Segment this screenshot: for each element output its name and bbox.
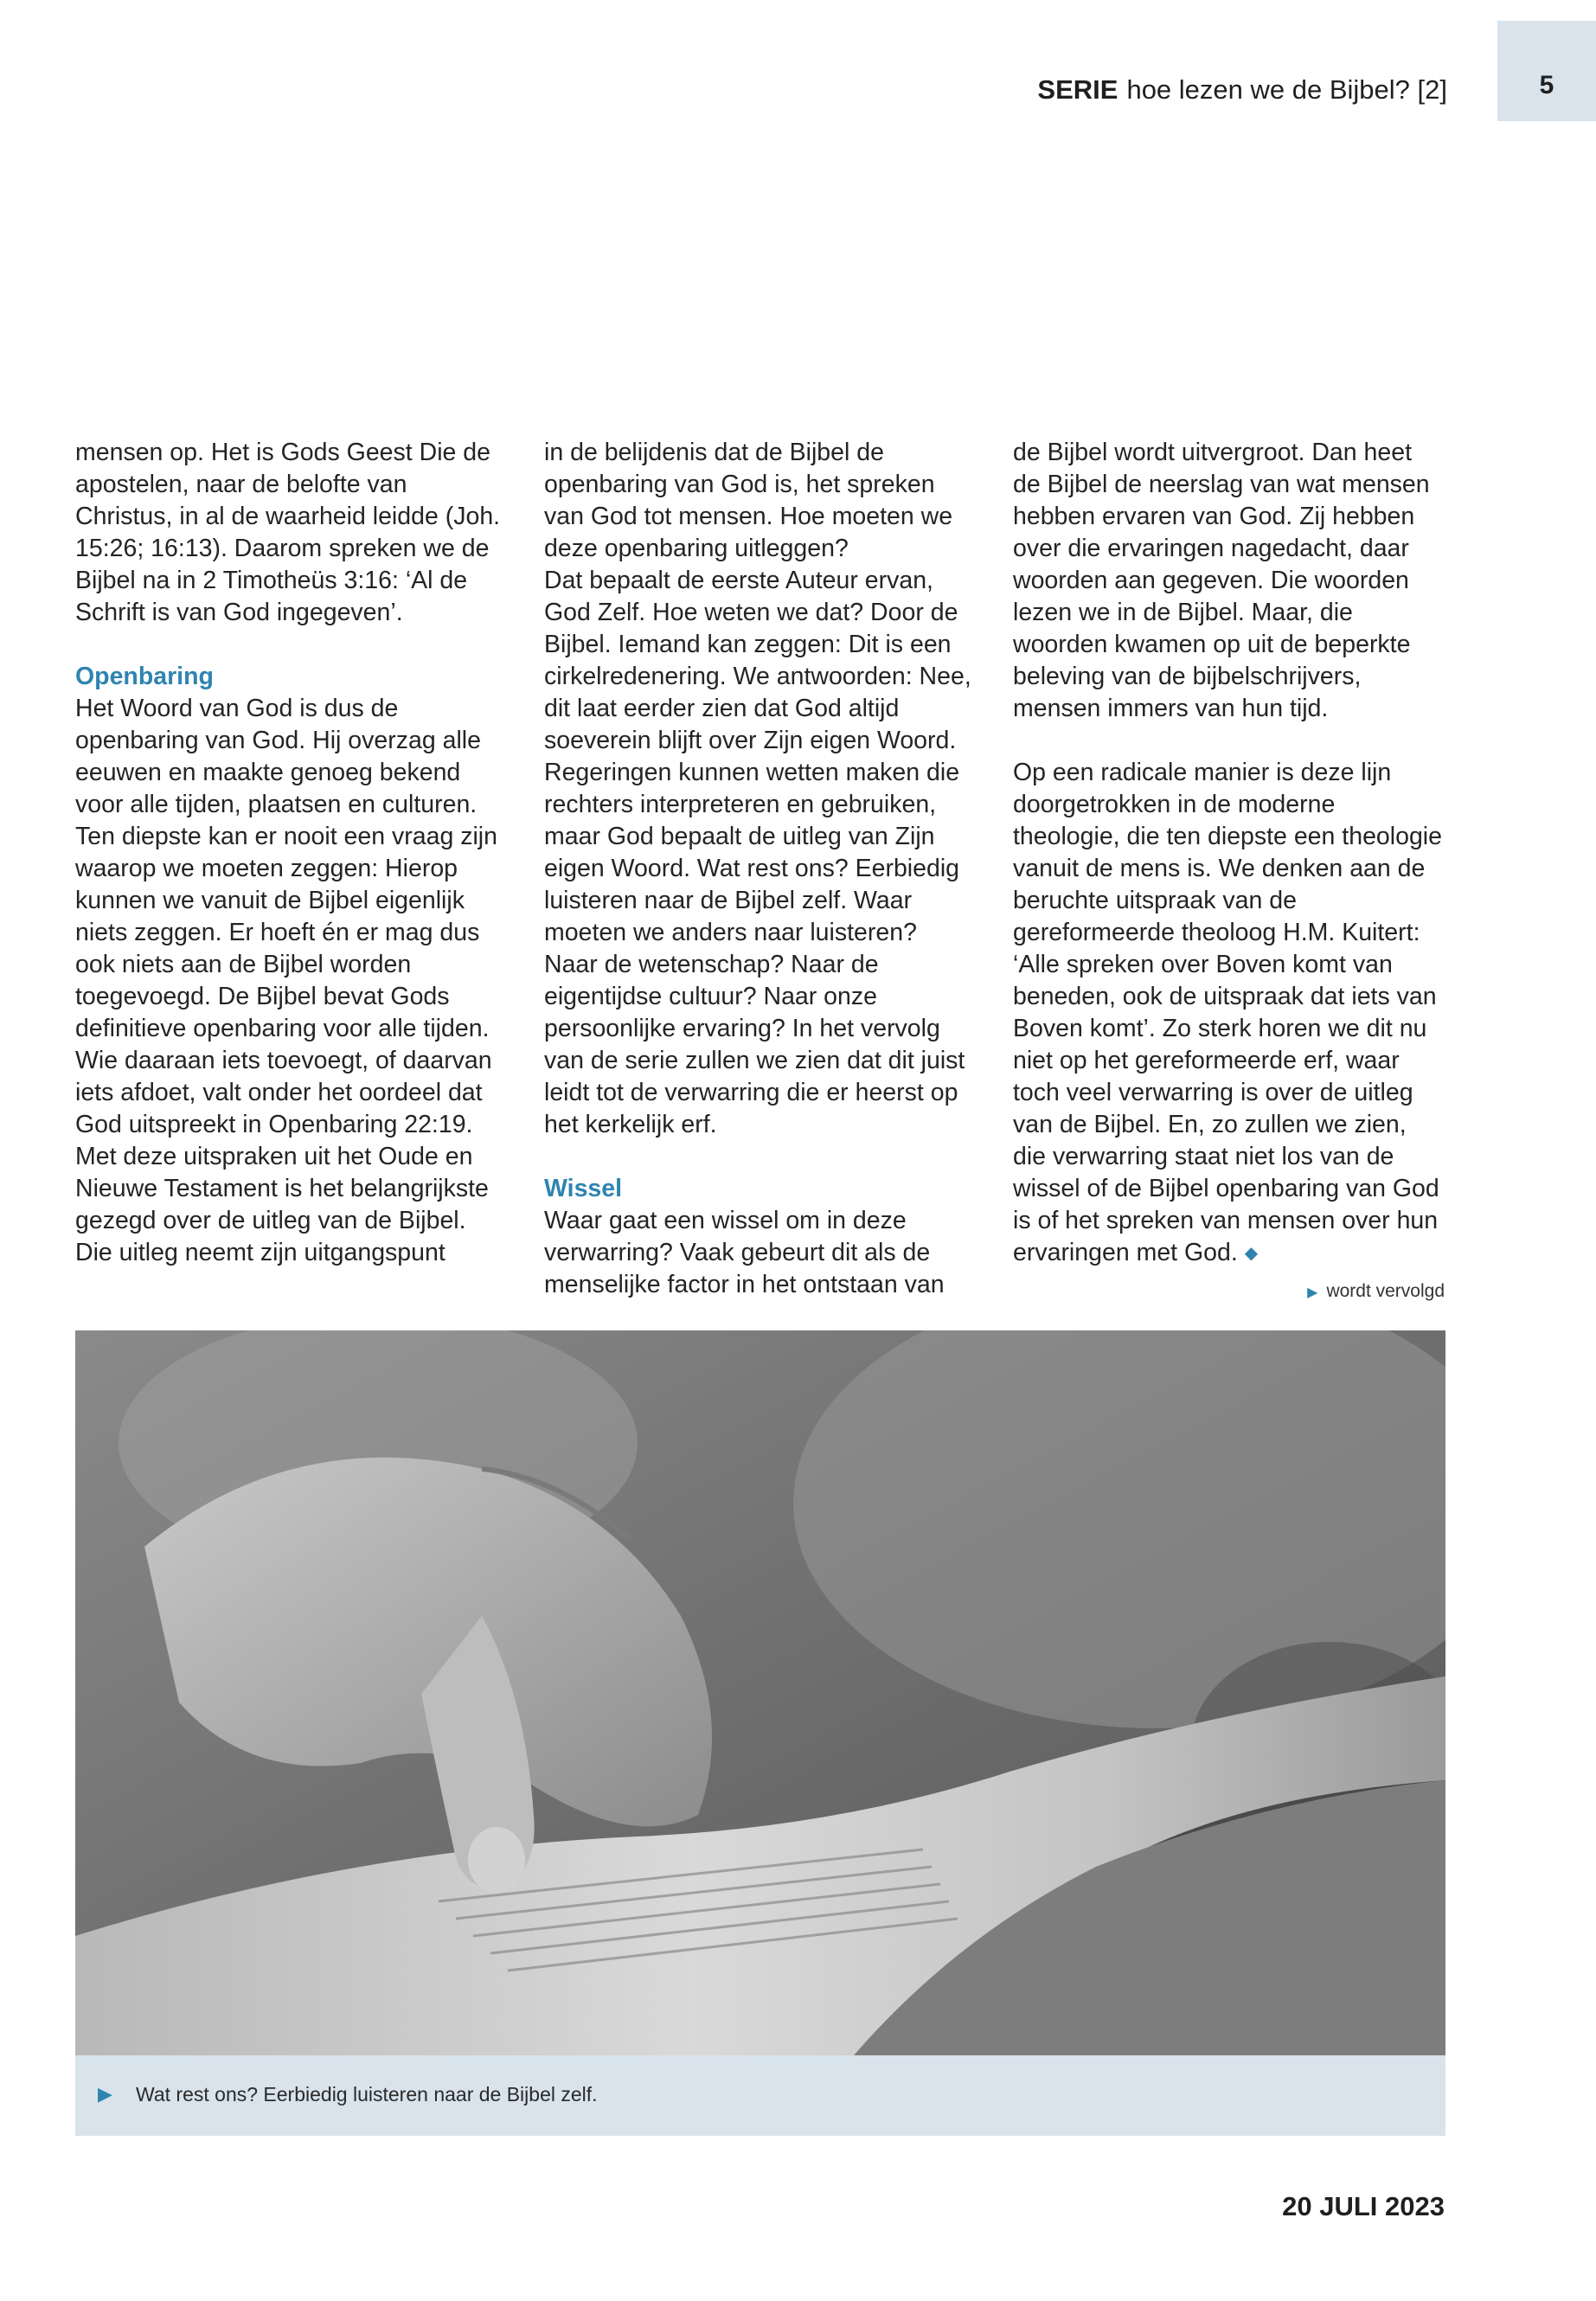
article-column-2 (544, 437, 977, 1301)
paragraph: Met deze uitspraken uit het Oude en Nieuwe Testament is het belangrijkste gezegd over de uitleg van de Bijbel. Die uitleg neemt zijn uitgangspunt (75, 1143, 489, 1266)
play-triangle-icon: ▶ (98, 2083, 112, 2105)
caption-text: Wat rest ons? Eerbiedig luisteren naar de Bijbel zelf. (136, 2083, 598, 2106)
article-column-3 (1013, 437, 1445, 1270)
photo-caption (75, 2055, 1445, 2136)
paragraph: Waar gaat een wissel om in deze verwarring? Vaak gebeurt dit als de menselijke factor in het ontstaan van (544, 1207, 945, 1298)
continued-note (1307, 1281, 1445, 1302)
paragraph: in de belijdenis dat de Bijbel de openbaring van God is, het spreken van God tot mensen. Hoe moeten we deze openbaring uitleggen? (544, 439, 953, 562)
page-number: 5 (1539, 71, 1554, 99)
issue-date: 20 JULI 2023 (1282, 2191, 1445, 2221)
bible-reading-photo (75, 1330, 1445, 2055)
continued-text: wordt vervolgd (1326, 1281, 1445, 1301)
paragraph: Het Woord van God is dus de openbaring van God. Hij overzag alle eeuwen en maakte genoeg bekend voor alle tijden, plaatsen en culturen. Ten diepste kan er nooit een vraag zijn waarop we moeten zeggen: Hierop kunnen we vanuit de Bijbel eigenlijk niets zeggen. Er hoeft én er mag dus ook niets aan de Bijbel worden toegevoegd. De Bijbel bevat Gods definitieve openbaring voor alle tijden. Wie daaraan iets toevoegt, of daarvan iets afdoet, valt onder het oordeel dat God uitspreekt in Openbaring 22:19. (75, 695, 497, 1138)
paragraph: mensen op. Het is Gods Geest Die de apostelen, naar de belofte van Christus, in al de waarheid leidde (Joh. 15:26; 16:13). Daarom spreken we de Bijbel na in 2 Timotheüs 3:16: ‘Al de Schrift is van God ingegeven’. (75, 439, 501, 626)
subheading-wissel: Wissel (544, 1175, 623, 1202)
paragraph: Dat bepaalt de eerste Auteur ervan, God Zelf. Hoe weten we dat? Door de Bijbel. Iemand kan zeggen: Dit is een cirkelredenering. We antwoorden: Nee, dit laat eerder zien dat God altijd soeverein blijft over Zijn eigen Woord. Regeringen kunnen wetten maken die rechters interpreteren en gebruiken, maar God bepaalt de uitleg van Zijn eigen Woord. Wat rest ons? Eerbiedig luisteren naar de Bijbel zelf. Waar moeten we anders naar luisteren? Naar de wetenschap? Naar de eigentijdse cultuur? Naar onze persoonlijke ervaring? In het vervolg van de serie zullen we zien dat dit juist leidt tot de verwarring die er heerst op het kerkelijk erf. (544, 567, 971, 1138)
play-triangle-icon: ▶ (1307, 1285, 1318, 1300)
page-number-tab (1497, 21, 1596, 121)
series-label: SERIE (1037, 74, 1118, 105)
paragraph (1013, 757, 1445, 1270)
article-column-1 (75, 437, 508, 1269)
series-title: hoe lezen we de Bijbel? [2] (1126, 74, 1447, 105)
running-header (1037, 74, 1447, 106)
paragraph-text: Op een radicale manier is deze lijn doorgetrokken in de moderne theologie, die ten diepste een theologie vanuit de mens is. We denken aan de beruchte uitspraak van de gereformeerde theoloog H.M. Kuitert: ‘Alle spreken over Boven komt van beneden, ook de uitspraak dat iets van Boven komt’. Zo sterk horen we dit nu niet op het gereformeerde erf, waar toch veel verwarring is over de uitleg van de Bijbel. En, zo zullen we zien, die verwarring staat niet los van de wissel of de Bijbel openbaring van God is of het spreken van mensen over hun ervaringen met God. (1013, 759, 1442, 1266)
end-diamond-icon: ◆ (1244, 1244, 1259, 1263)
subheading-openbaring: Openbaring (75, 663, 214, 690)
paragraph: de Bijbel wordt uitvergroot. Dan heet de Bijbel de neerslag van wat mensen hebben ervaren van God. Zij hebben over die ervaringen nagedacht, daar woorden aan gegeven. Die woorden lezen we in de Bijbel. Maar, die woorden kwamen op uit de beperkte beleving van de bijbelschrijvers, mensen immers van hun tijd. (1013, 439, 1430, 722)
